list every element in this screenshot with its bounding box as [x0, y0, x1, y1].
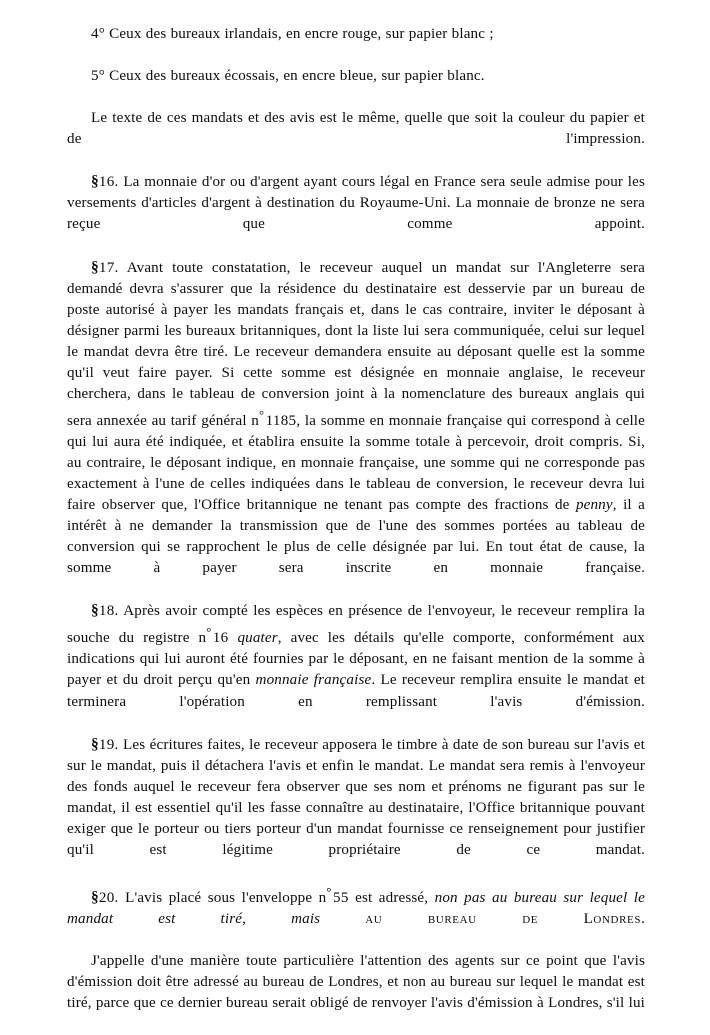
section-20-text-part-1: L'avis placé sous l'enveloppe n: [125, 889, 327, 906]
section-20-italic-clause: non pas au bureau sur lequel le mandat est tiré, mais: [67, 889, 646, 928]
section-17-text-part-1: Avant toute constatation, le receveur auquel un mandat sur l'Angleterre sera demandé devra s'assurer que la résidence du destinataire est desservie par un bureau de poste autorisé à payer les mandats français et, dans le cas contraire, inviter le déposant à désigner parmi les bureaux britanniques, dont la liste lui sera communiquée, celui sur lequel le mandat devra être tiré. Le receveur demandera ensuite au déposant quelle est la somme qu'il veut faire payer. Si cette somme est désignée en monnaie anglaise, le receveur cherchera, dans le tableau de conversion joint à la nomenclature des bureaux anglais qui sera annexée au tarif général n: [67, 259, 645, 429]
section-18-marker: §: [91, 602, 99, 620]
section-20-text-part-2: est adressé,: [348, 889, 435, 906]
section-20: [67, 882, 645, 951]
text-column: [67, 24, 645, 1035]
enumerated-item-5: [67, 66, 645, 108]
section-19-number: 19.: [98, 736, 119, 753]
section-19: [67, 734, 645, 882]
section-17-text-part-3: , il a intérêt à ne demander la transmission que de l'une des sommes portées au tableau de conversion qui se rapprochent le plus de celle désignée par lui. En tout état de cause, la somme à payer sera inscrite en monnaie française.: [67, 497, 646, 577]
enumerated-item-5-text: 5° Ceux des bureaux écossais, en encre bleue, sur papier blanc.: [91, 68, 485, 85]
section-20-text-part-3: .: [641, 911, 645, 928]
section-17-tarif-number: 1185: [265, 412, 297, 429]
paragraph-jappelle: [67, 951, 645, 1035]
section-17-number: 17.: [98, 259, 119, 276]
section-16-marker: §: [91, 173, 99, 191]
section-17-marker: §: [91, 258, 99, 276]
section-16-text: La monnaie d'or ou d'argent ayant cours légal en France sera seule admise pour les versements d'articles d'argent à destination du Royaume-Uni. La monnaie de bronze ne sera reçue que comme appoint.: [67, 174, 645, 233]
section-18-italic-quater: quater: [237, 630, 278, 647]
section-17: [67, 257, 645, 601]
section-20-number: 20.: [98, 889, 119, 906]
section-18-ordinal-o: °: [206, 625, 212, 640]
section-18-text-part-1: Après avoir compté les espèces en présence de l'envoyeur, le receveur remplira la souche du registre n: [67, 603, 645, 647]
section-16-number: 16.: [98, 174, 119, 191]
section-20-enveloppe-number: 55: [332, 889, 349, 906]
section-18-text-part-3: . Le receveur remplira ensuite le mandat et terminera l'opération en remplissant l'avis d'émission.: [67, 672, 646, 710]
section-20-ordinal-o: °: [326, 884, 332, 899]
enumerated-item-4: [67, 24, 645, 66]
section-18-number: 18.: [98, 603, 119, 620]
enumerated-item-4-text: 4° Ceux des bureaux irlandais, en encre rouge, sur papier blanc ;: [91, 26, 494, 42]
section-16: [67, 171, 645, 256]
paragraph-texte-mandats: [67, 108, 645, 171]
section-18-text-part-2: , avec les détails qu'elle comporte, conformément aux indications qui lui auront été fournies par le déposant, en ne faisant mention de la somme à payer et du droit perçu qu'en: [67, 630, 646, 689]
section-19-text: Les écritures faites, le receveur apposera le timbre à date de son bureau sur l'avis et sur le mandat, puis il détachera l'avis et enfin le mandat. Le mandat sera remis à l'envoyeur des fonds auquel le receveur fera observer que ses nom et prénoms ne figurant pas sur le mandat, il est essentiel qu'il les fasse connaître au destinataire, l'Office britannique pouvant exiger que le porteur ou tiers porteur d'un mandat fournisse ce renseignement pour justifier qu'il est légitime propriétaire de ce mandat.: [67, 736, 645, 858]
paragraph-jappelle-text: J'appelle d'une manière toute particulière l'attention des agents sur ce point que l'avis d'émission doit être adressé au bureau de Londres, et non au bureau sur lequel le mandat est tiré, parce que ce dernier bureau serait obligé de renvoyer l'avis d'émission à Londres, s'il lui: [67, 953, 645, 1012]
section-19-marker: §: [91, 735, 99, 753]
section-20-marker: §: [91, 888, 99, 906]
paragraph-texte-mandats-text: Le texte de ces mandats et des avis est le même, quelle que soit la couleur du papier et de l'impression.: [67, 110, 645, 148]
section-17-ordinal-o: °: [258, 407, 265, 422]
section-20-smallcaps-clause: au bureau de Londres: [365, 911, 642, 928]
section-17-italic-penny: penny: [575, 497, 613, 514]
section-17-text-part-2: , la somme en monnaie française qui correspond à celle qui lui aura été indiquée, et établira ensuite la somme totale à percevoir, droit compris. Si, au contraire, le déposant indique, en monnaie française, une somme qui ne corresponde pas exactement à l'une de celles indiquées dans le tableau de conversion, le receveur devra lui faire observer que, l'Office britannique ne tenant pas compte des fractions de: [67, 412, 645, 514]
section-18: [67, 600, 645, 733]
section-18-registre-number: 16: [212, 630, 229, 647]
section-18-italic-monnaie-francaise: monnaie française: [255, 672, 372, 689]
